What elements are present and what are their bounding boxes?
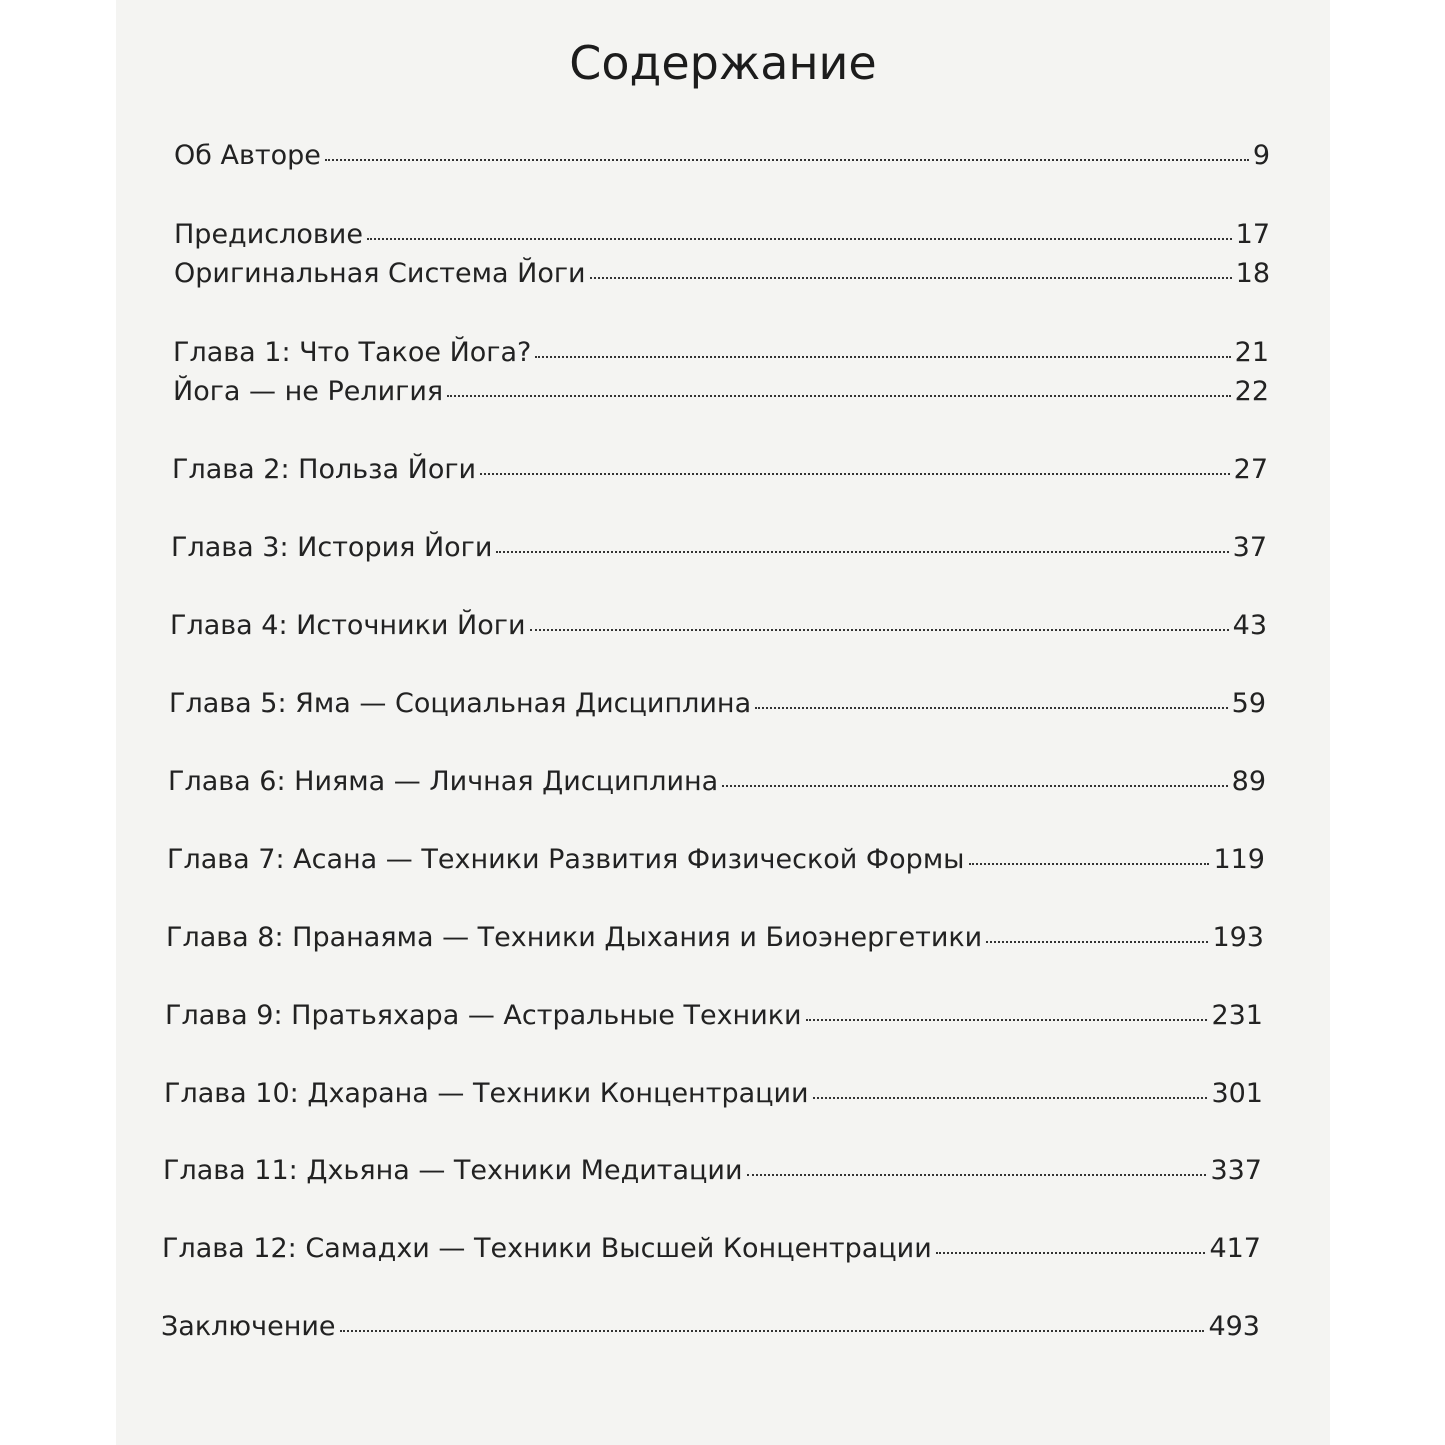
toc-entry-chapter-1[interactable]: [173, 339, 1269, 366]
dot-leader: [340, 1330, 1205, 1332]
toc-entry-not-religion[interactable]: [173, 378, 1269, 405]
toc-entry-page: 17: [1235, 219, 1270, 250]
dot-leader: [806, 1019, 1208, 1021]
toc-entry-page: 21: [1234, 337, 1269, 368]
dot-leader: [590, 277, 1232, 279]
toc-entry-preface[interactable]: [174, 221, 1270, 248]
dot-leader: [530, 629, 1229, 631]
toc-entry-chapter-6[interactable]: [168, 768, 1266, 795]
toc-entry-chapter-9[interactable]: [165, 1002, 1263, 1029]
toc-entry-label: Глава 12: Самадхи — Техники Высшей Концентрации: [162, 1233, 932, 1264]
toc-entry-label: Глава 5: Яма — Социальная Дисциплина: [169, 688, 752, 719]
dot-leader: [969, 863, 1210, 865]
toc-entry-label: Глава 1: Что Такое Йога?: [173, 337, 532, 368]
toc-entry-page: 417: [1209, 1233, 1261, 1264]
dot-leader: [755, 707, 1228, 709]
toc-entry-label: Заключение: [161, 1311, 336, 1342]
dot-leader: [496, 551, 1228, 553]
page-title: Содержание: [569, 36, 877, 90]
toc-entry-page: 37: [1232, 532, 1267, 563]
toc-entry-label: Глава 11: Дхьяна — Техники Медитации: [163, 1155, 743, 1186]
toc-entry-label: Оригинальная Система Йоги: [174, 258, 586, 289]
toc-entry-page: 193: [1212, 922, 1264, 953]
dot-leader: [813, 1097, 1208, 1099]
toc-entry-page: 27: [1233, 454, 1268, 485]
toc-entry-chapter-3[interactable]: [171, 534, 1267, 561]
dot-leader: [747, 1174, 1207, 1176]
toc-entry-label: Глава 7: Асана — Техники Развития Физической Формы: [167, 844, 965, 875]
toc-entry-label: Йога — не Религия: [173, 376, 444, 407]
dot-leader: [367, 238, 1232, 240]
toc-entry-label: Глава 2: Польза Йоги: [172, 454, 477, 485]
toc-entry-page: 119: [1213, 844, 1265, 875]
toc-entry-chapter-5[interactable]: [169, 690, 1266, 717]
toc-entry-page: 231: [1211, 1000, 1263, 1031]
toc-entry-chapter-4[interactable]: [170, 612, 1267, 639]
toc-entry-page: 89: [1231, 766, 1266, 797]
toc-entry-conclusion[interactable]: [161, 1313, 1260, 1340]
toc-entry-label: Глава 3: История Йоги: [171, 532, 493, 563]
toc-entry-label: Предисловие: [174, 219, 363, 250]
toc-entry-chapter-11[interactable]: [163, 1157, 1262, 1184]
toc-entry-chapter-2[interactable]: [172, 456, 1268, 483]
toc-entry-page: 301: [1211, 1078, 1263, 1109]
dot-leader: [325, 159, 1249, 161]
dot-leader: [722, 785, 1227, 787]
toc-entry-page: 337: [1210, 1155, 1262, 1186]
toc-entry-chapter-7[interactable]: [167, 846, 1265, 873]
dot-leader: [480, 473, 1230, 475]
toc-entry-label: Об Авторе: [174, 140, 321, 171]
toc-entry-label: Глава 4: Источники Йоги: [170, 610, 526, 641]
dot-leader: [986, 941, 1208, 943]
toc-entry-label: Глава 6: Нияма — Личная Дисциплина: [168, 766, 719, 797]
toc-entry-chapter-10[interactable]: [164, 1080, 1263, 1107]
toc-entry-page: 18: [1235, 258, 1270, 289]
book-page: [116, 0, 1330, 1445]
toc-entry-page: 493: [1208, 1311, 1260, 1342]
toc-entry-page: 9: [1252, 140, 1270, 171]
toc-entry-chapter-8[interactable]: [166, 924, 1264, 951]
toc-entry-page: 43: [1232, 610, 1267, 641]
toc-entry-label: Глава 9: Пратьяхара — Астральные Техники: [165, 1000, 802, 1031]
toc-entry-page: 59: [1231, 688, 1266, 719]
toc-entry-label: Глава 10: Дхарана — Техники Концентрации: [164, 1078, 809, 1109]
dot-leader: [535, 356, 1230, 358]
toc-entry-original-system[interactable]: [174, 260, 1270, 287]
toc-entry-label: Глава 8: Пранаяма — Техники Дыхания и Биоэнергетики: [166, 922, 983, 953]
dot-leader: [936, 1252, 1206, 1254]
toc-entry-chapter-12[interactable]: [162, 1235, 1261, 1262]
dot-leader: [447, 395, 1231, 397]
toc-entry-page: 22: [1234, 376, 1269, 407]
toc-entry-about-author[interactable]: [174, 142, 1270, 169]
